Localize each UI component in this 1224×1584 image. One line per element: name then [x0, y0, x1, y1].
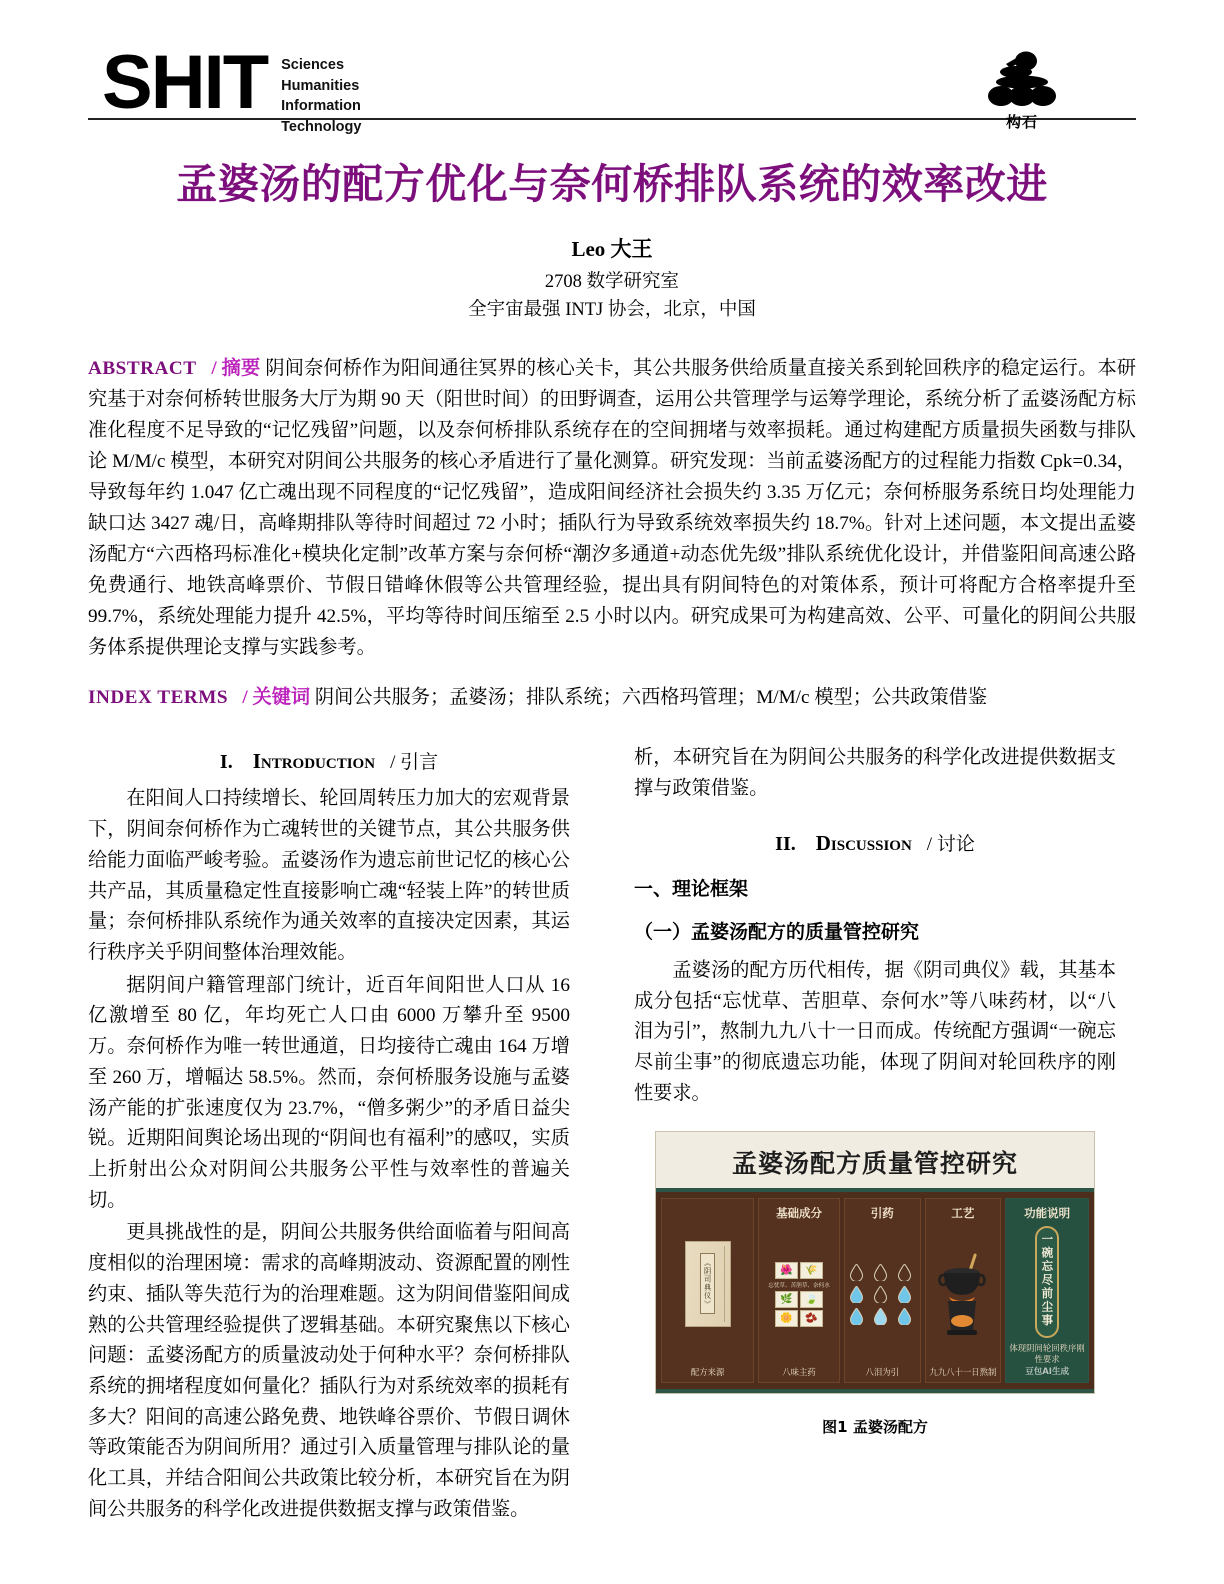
subsection-heading-theory: 一、理论框架 [634, 877, 749, 900]
figure-column-source [661, 1198, 754, 1383]
herb-leaf-icon: 🍃 [800, 1291, 823, 1308]
affiliation [88, 268, 1136, 324]
herb-bark-icon: 🫘 [800, 1310, 823, 1327]
section-title-en: Introduction [252, 749, 376, 774]
herb-grid-middle [775, 1291, 823, 1308]
water-drop-icon [898, 1286, 911, 1303]
intro-paragraph-1: 在阳间人口持续增长、轮回周转压力加大的宏观背景下，阴间奈何桥作为亡魂转世的关键节点，其公共服务供给能力面临严峻考验。孟婆汤作为遗忘前世记忆的核心公共产品，其质量稳定性直接影响亡魂“轻装上阵”的转世质量；奈何桥排队系统作为通关效率的直接决定因素，其运行秩序关乎阴间整体治理效能。 [88, 788, 570, 963]
tear-drop-grid [850, 1264, 915, 1325]
subsubsection-heading-quality: （一）孟婆汤配方的质量管控研究 [634, 920, 920, 943]
discussion-title-en: Discussion [815, 830, 912, 855]
discussion-title-cn: / 讨论 [926, 833, 975, 855]
column-left [88, 743, 570, 1527]
water-drop-icon [898, 1308, 911, 1325]
abstract [88, 353, 1136, 664]
publisher-name: 构石 [1005, 113, 1038, 131]
figure-board [656, 1188, 1094, 1393]
abstract-label-cn: / 摘要 [211, 357, 261, 379]
journal-acronym: SHIT [102, 40, 268, 125]
herb-grid-bottom [775, 1310, 823, 1327]
figure-tears-body [848, 1226, 917, 1362]
figure-column-process [925, 1198, 1002, 1383]
index-terms-text: 阴间公共服务；孟婆汤；排队系统；六西格玛管理；M/M/c 模型；公共政策借鉴 [314, 686, 988, 708]
figure-head-function: 功能说明 [1024, 1206, 1071, 1221]
water-drop-icon [874, 1286, 887, 1303]
water-drop-icon [874, 1264, 887, 1281]
water-drop-icon [850, 1286, 863, 1303]
cauldron-stove-icon [935, 1251, 991, 1337]
discussion-paragraph-1: 孟婆汤的配方历代相传，据《阴司典仪》载，其基本成分包括“忘忧草、苦胆草、奈何水”等八味药材，以“八泪为引”，熬制九九八十一日而成。传统配方强调“一碗忘尽前尘事”的彻底遗忘功能，体现了阴间对轮回秩序的刚性要求。 [634, 959, 1116, 1104]
figure-process-body [929, 1226, 998, 1362]
body-columns [88, 743, 1136, 1527]
ancient-book-icon [685, 1241, 731, 1327]
water-drop-icon [850, 1308, 863, 1325]
water-drop-icon [874, 1308, 887, 1325]
page-title: 孟婆汤的配方优化与奈何桥排队系统的效率改进 [176, 160, 1048, 208]
figure-herb-caption: 忘忧草、苦胆草、奈何水 [768, 1282, 830, 1289]
herb-flower-icon: 🌺 [775, 1262, 798, 1279]
figure-function-body [1009, 1226, 1085, 1338]
discussion-numeral: II. [775, 832, 796, 855]
brand-line-1: Humanities [281, 77, 360, 94]
journal-fullname [281, 48, 361, 137]
figure-foot-process: 九九八十一日熬制 [929, 1366, 997, 1377]
brand-line-3: Technology [281, 118, 362, 135]
column-right [634, 743, 1116, 1527]
water-drop-icon [898, 1264, 911, 1281]
figure-caption: 图1 孟婆汤配方 [822, 1418, 928, 1437]
brand-line-0: Sciences [281, 57, 345, 73]
section-numeral: I. [219, 751, 233, 774]
figure-column-function [1005, 1198, 1089, 1383]
section-title-cn: / 引言 [390, 752, 439, 774]
index-terms [88, 683, 1136, 714]
herb-grid-top [775, 1262, 823, 1279]
masthead [88, 0, 1136, 135]
water-drop-icon [850, 1264, 863, 1281]
ai-watermark: 豆包AI生成 [1025, 1367, 1069, 1378]
index-terms-label-en: INDEX TERMS [88, 686, 229, 708]
journal-logo [88, 40, 362, 137]
figure-column-ingredients [758, 1198, 840, 1383]
figure-image [655, 1131, 1095, 1394]
figure-foot-tears: 八泪为引 [865, 1366, 899, 1377]
herb-root-icon: 🌾 [800, 1262, 823, 1279]
book-title-label: 《阴司典仪》 [700, 1253, 715, 1314]
figure-1 [634, 1131, 1116, 1437]
figure-ingredients-body [762, 1226, 836, 1362]
figure-foot-function: 体现阴间轮回秩序刚性要求 [1009, 1343, 1085, 1364]
scroll-slogan: 一碗忘尽前尘事 [1040, 1233, 1055, 1328]
figure-board-title: 孟婆汤配方质量管控研究 [656, 1132, 1094, 1188]
intro-continuation: 析，本研究旨在为阴间公共服务的科学化改进提供数据支撑与政策借鉴。 [634, 747, 1116, 800]
herb-plant-icon: 🌿 [775, 1291, 798, 1308]
figure-column-tears [844, 1198, 921, 1383]
herb-seed-icon: 🌼 [775, 1310, 798, 1327]
author-name: Leo 大王 [571, 237, 653, 262]
section-heading-discussion [634, 829, 1116, 856]
intro-paragraph-3: 更具挑战性的是，阴间公共服务供给面临着与阳间高度相似的治理困境：需求的高峰期波动、资源配置的刚性约束、插队等失范行为的治理难题。这为阴间借鉴阳间成熟的公共管理经验提供了逻辑基础。本研究聚焦以下核心问题：孟婆汤配方的质量波动处于何种水平？奈何桥排队系统的拥堵程度如何量化？插队行为对系统效率的损耗有多大？阳间的高速公路免费、地铁峰谷票价、节假日调休等政策能否为阴间所用？通过引入质量管理与排队论的量化工具，并结合阳间公共政策比较分析，本研究旨在为阴间公共服务的科学化改进提供数据支撑与政策借鉴。 [88, 1222, 570, 1520]
publisher-logo [986, 48, 1136, 132]
figure-head-tears: 引药 [870, 1206, 894, 1221]
index-terms-label-cn: / 关键词 [242, 686, 311, 708]
affiliation-line-0: 2708 数学研究室 [544, 272, 680, 293]
brand-line-2: Information [281, 98, 361, 115]
figure-foot-ingredients: 八味主药 [782, 1366, 816, 1377]
figure-head-process: 工艺 [951, 1206, 975, 1221]
intro-paragraph-2: 据阴间户籍管理部门统计，近百年间阳世人口从 16 亿激增至 80 亿，年均死亡人口由 6000 万攀升至 9500 万。奈何桥作为唯一转世通道，日均接待亡魂由 164 万增至 260 万，增幅达 58.5%。然而，奈何桥服务设施与孟婆汤产能的扩张速度仅为 23.7%，“僧多粥少”的矛盾日益尖锐。近期阳间舆论场出现的“阴间也有福利”的感叹，实质上折射出公众对阴间公共服务公平性与效率性的普遍关切。 [88, 974, 570, 1211]
abstract-text: 阴间奈何桥作为阳间通往冥界的核心关卡，其公共服务供给质量直接关系到轮回秩序的稳定运行。本研究基于对奈何桥转世服务大厅为期 90 天（阳世时间）的田野调查，运用公共管理学与运筹学理论，系统分析了孟婆汤配方标准化程度不足导致的“记忆残留”问题，以及奈何桥排队系统存在的空间拥堵与效率损耗。通过构建配方质量损失函数与排队论 M/M/c 模型，本研究对阴间公共服务的核心矛盾进行了量化测算。研究发现：当前孟婆汤配方的过程能力指数 Cpk=0.34，导致每年约 1.047 亿亡魂出现不同程度的“记忆残留”，造成阳间经济社会损失约 3.35 万亿元；奈何桥服务系统日均处理能力缺口达 3427 魂/日，高峰期排队等待时间超过 72 小时；插队行为导致系统效率损失约 18.7%。针对上述问题，本文提出孟婆汤配方“六西格玛标准化+模块化定制”改革方案与奈何桥“潮汐多通道+动态优先级”排队系统优化设计，并借鉴阳间高速公路免费通行、地铁高峰票价、节假日错峰休假等公共管理经验，提出具有阴间特色的对策体系，预计可将配方合格率提升至 99.7%，系统处理能力提升 42.5%，平均等待时间压缩至 2.5 小时以内。研究成果可为构建高效、公平、可量化的阴间公共服务体系提供理论支撑与实践参考。 [88, 357, 1137, 659]
abstract-label-en: ABSTRACT [88, 357, 197, 379]
stacked-stones-icon [986, 48, 1058, 110]
scroll-plaque [1035, 1226, 1060, 1338]
figure-source-body [665, 1205, 750, 1362]
affiliation-line-1: 全宇宙最强 INTJ 协会，北京，中国 [468, 300, 756, 321]
section-heading-introduction [88, 747, 570, 774]
figure-head-ingredients: 基础成分 [776, 1206, 823, 1221]
figure-foot-source: 配方来源 [690, 1366, 725, 1377]
